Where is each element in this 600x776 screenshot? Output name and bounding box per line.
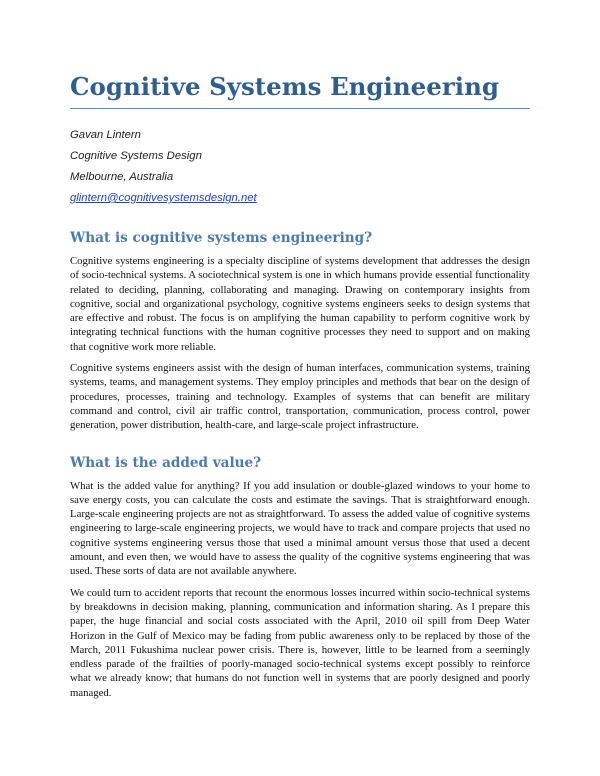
author-email-link[interactable]: glintern@cognitivesystemsdesign.net <box>70 192 257 204</box>
section-heading-added-value: What is the added value? <box>70 454 262 471</box>
document-title: Cognitive Systems Engineering <box>70 70 530 109</box>
paragraph-cse-applications: Cognitive systems engineers assist with the design of human interfaces, communication systems, training systems, teams, and management systems. They employ principles and methods that bear on the design of procedures, processes, training and technology. Examples of systems that can benefit are military command and control, civil air traffic control, transportation, communication, process control, power generation, power distribution, health-care, and large-scale project infrastructure. <box>70 362 530 432</box>
author-block <box>70 125 530 209</box>
author-organization: Cognitive Systems Design <box>70 150 202 162</box>
section-heading-what-is-cse: What is cognitive systems engineering? <box>70 230 373 246</box>
paragraph-accident-reports: We could turn to accident reports that recount the enormous losses incurred within socio-technical systems by breakdowns in decision making, planning, communication and information sharing. As I prepare this paper, the huge financial and social costs associated with the April, 2010 oil spill from Deep Water Horizon in the Gulf of Mexico may be fading from public awareness only to be replaced by those of the March, 2011 Fukushima nuclear power crisis. There is, however, little to be learned from a seemingly endless parade of the frailties of poorly-managed socio-technical systems except possibly to reinforce what we already know; that humans do not function well in systems that are poorly designed and poorly managed. <box>70 586 530 699</box>
author-name: Gavan Lintern <box>70 129 141 141</box>
paragraph-cse-definition: Cognitive systems engineering is a specialty discipline of systems development that addresses the design of socio-technical systems. A sociotechnical system is one in which humans provide essential functionality related to deciding, planning, collaborating and managing. Drawing on contemporary insights from cognitive, social and organizational psychology, cognitive systems engineers seeks to design systems that are effective and robust. The focus is on amplifying the human capability to perform cognitive work by integrating technical functions with the human cognitive processes they need to support and on making that cognitive work more reliable. <box>70 255 530 353</box>
author-location: Melbourne, Australia <box>70 171 174 183</box>
paragraph-added-value: What is the added value for anything? If you add insulation or double-glazed windows to your home to save energy costs, you can calculate the costs and estimate the savings. That is straightforward enough. Large-scale engineering projects are not as straightforward. To assess the added value of cognitive systems engineering to large-scale engineering projects, we would have to track and compare projects that used no cognitive systems engineering versus those that used a minimal amount versus those that used a decent amount, and even then, we would have to assess the quality of the cognitive systems engineering that was used. These sorts of data are not available anywhere. <box>70 479 530 578</box>
